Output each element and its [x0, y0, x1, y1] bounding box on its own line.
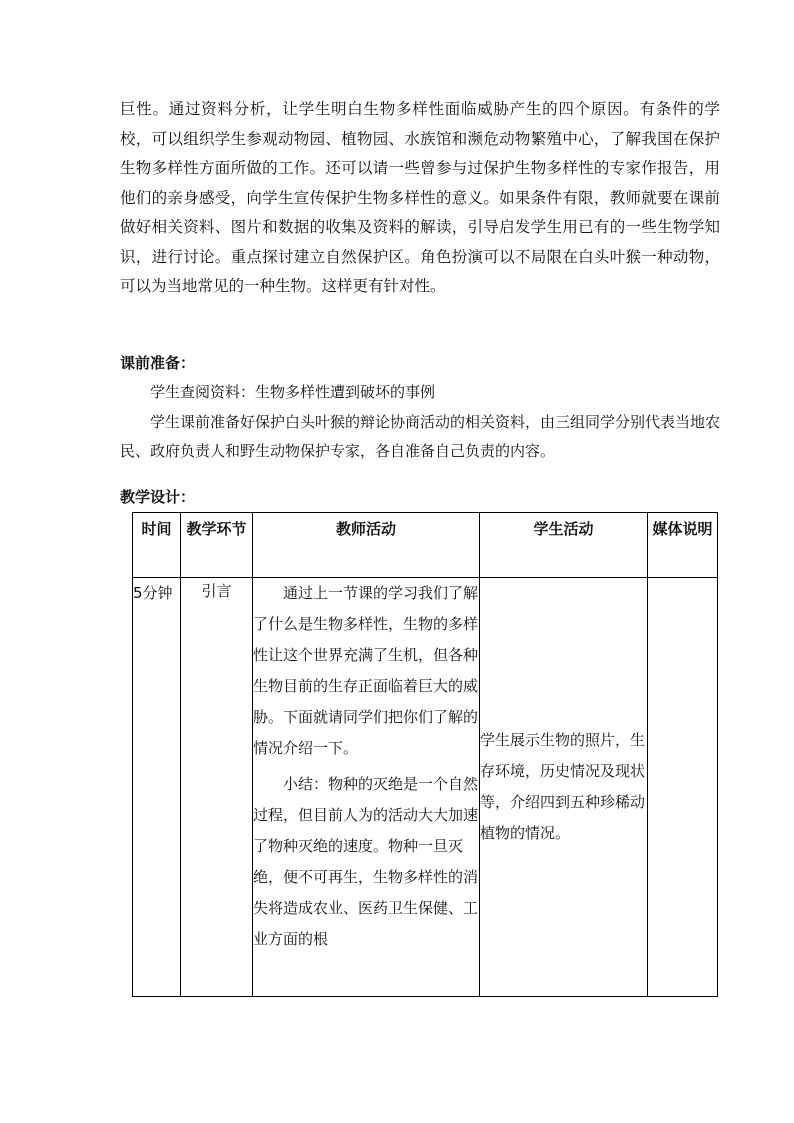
media-cell: [648, 578, 718, 997]
prep-heading: 课前准备：: [120, 354, 196, 372]
teaching-design-table: [132, 512, 718, 997]
design-heading: 教学设计：: [120, 488, 196, 506]
teacher-activity-p2: 小结：物种的灭绝是一个自然过程，但目前人为的活动大大加速了物种灭绝的速度。物种一旦灭绝，便不可再生，生物多样性的消失将造成农业、医药卫生保健、工业方面的根: [253, 775, 479, 948]
intro-paragraph: 巨性。通过资料分析，让学生明白生物多样性面临威胁产生的四个原因。有条件的学校，可以组织学生参观动物园、植物园、水族馆和濒危动物繁殖中心，了解我国在保护生物多样性方面所做的工作。还可以请一些曾参与过保护生物多样性的专家作报告，用他们的亲身感受，向学生宣传保护生物多样性的意义。如果条件有限，教师就要在课前做好相关资料、图片和数据的收集及资料的解读，引导启发学生用已有的一些生物学知识，进行讨论。重点探讨建立自然保护区。角色扮演可以不局限在白头叶猴一种动物，可以为当地常见的一种生物。这样更有针对性。: [120, 100, 720, 295]
prep-item-1: 学生查阅资料：生物多样性遭到破坏的事例: [150, 383, 436, 401]
teacher-activity-p1: 通过上一节课的学习我们了解了什么是生物多样性，生物的多样性让这个世界充满了生机，但各种生物目前的生存正面临着巨大的威胁。下面就请同学们把你们了解的情况介绍一下。: [253, 584, 479, 757]
student-activity-cell: 学生展示生物的照片，生存环境，历史情况及现状等，介绍四到五种珍稀动植物的情况。: [480, 578, 648, 997]
column-header-time: 时间: [133, 513, 181, 578]
table-header-row: [133, 513, 718, 578]
table-row: [133, 578, 718, 997]
column-header-teacher: 教师活动: [253, 513, 480, 578]
prep-item-2: 学生课前准备好保护白头叶猴的辩论协商活动的相关资料，由三组同学分别代表当地农民、政府负责人和野生动物保护专家，各自准备自己负责的内容。: [120, 413, 721, 460]
column-header-segment: 教学环节: [181, 513, 253, 578]
teacher-activity-cell: [253, 578, 480, 997]
segment-cell: 引言: [181, 578, 253, 997]
column-header-media: 媒体说明: [648, 513, 718, 578]
column-header-student: 学生活动: [480, 513, 648, 578]
time-cell: 5分钟: [133, 578, 181, 997]
